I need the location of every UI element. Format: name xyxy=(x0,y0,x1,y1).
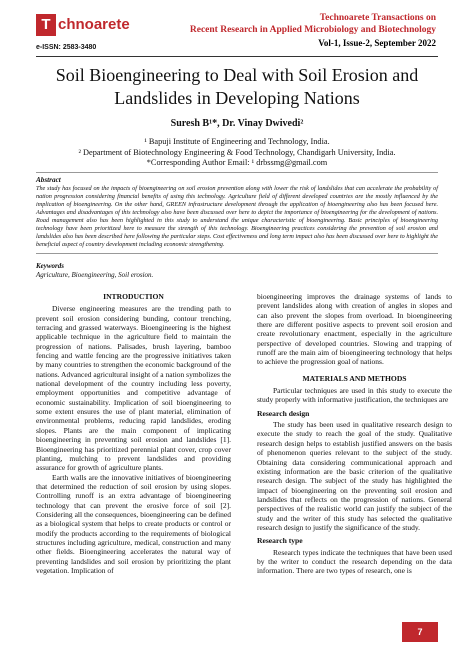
research-design-text: The study has been used in qualitative research design to execute the study to reach the goal of the study. Qualitative research design helps to establish justified answers on the basis of phenomenon queries relevant to the subject of the study. Obtaining data considering communicational approach and existing information are the basic criterion of the qualitative research design. The subject of the study has highlighted the impact of bioengineering on the preventing soil erosion and landslides that reflects on the progression of nations. General perspectives of the realistic world can justify the subject of the study and the writer of this study has selected the qualitative research design to justify the significance of the study. xyxy=(257,420,452,532)
intro-continued: bioengineering improves the drainage systems of lands to prevent landslides along with creation of angles in slopes and can also prevent the slopes from overload. In bioengineering there are different positive aspects to prevent soil erosion and create revolutionary enactment, especially in the agriculture perspective of developed countries. Slowing and trapping of runoff are the main aim of bioengineering technology that helps to achieve the progression goal of nations. xyxy=(257,292,452,367)
right-column xyxy=(257,292,452,576)
left-column xyxy=(36,292,231,575)
keywords-text: Agriculture, Bioengineering, Soil erosion. xyxy=(36,271,154,279)
volume-info: Vol-1, Issue-2, September 2022 xyxy=(318,38,436,48)
journal-line-2: Recent Research in Applied Microbiology and Biotechnology xyxy=(189,25,436,35)
affiliation-1: ¹ Bapuji Institute of Engineering and Technology, India. xyxy=(144,137,330,146)
affiliation-2: ² Department of Biotechnology Engineering & Food Technology, Chandigarh University, India. xyxy=(78,147,396,157)
research-type-heading: Research type xyxy=(257,536,303,546)
journal-line-1: Technoarete Transactions on xyxy=(319,13,436,23)
intro-paragraph-2: Earth walls are the innovative initiatives of bioengineering that determined the reduction of soil erosion by using slopes. Controlling runoff is an extra advantage of bioengineering technology that can prevent the erosive force of soil [2]. Considering all the consequences, bioengineering can be defined as a biological system that helps to create products or control or modify the products according to the requirements of biological structures including agriculture, medical, construction and many other fields. Bioengineering accelerates the natural way of preventing landslides and soil erosion by prioritizing the plant vegetation. Implication of xyxy=(36,472,231,575)
research-type-text: Research types indicate the techniques that have been used by the writer to conduct the research depending on the data information. There are two types of research, one is xyxy=(257,547,452,576)
authors: Suresh B¹*, Dr. Vinay Dwivedi² xyxy=(170,118,304,129)
keywords-section xyxy=(36,262,153,280)
logo-text: chnoarete xyxy=(58,16,130,33)
intro-paragraph-1: Diverse engineering measures are the trending path to prevent soil erosion considering bunding, contour trenching, terracing and grassed waterways. Bioengineering is the highest applicable technique in the agriculture field to maintain the progression of nations. Palisades, brush layering, bamboo fencing and wattle fencing are the progressive initiatives taken by many countries to strengthen the economic background of the nations. Advanced agricultural insight of a nation symbolizes the national development of the country including less poverty, employment opportunities and competitive advantage of economic sustainability. Implication of soil bioengineering to some extent ensures the use of plant material, elimination of environmental problems, reducing rapid landslides, eroding slopes. Plants are the main component of implicating bioengineering in preventing soil erosion and landslides [1]. Bioengineering has prioritized perennial plant cover, crop cover planting, mulching to prevent landslides and providing assurance for growth of agriculture plants. xyxy=(36,304,231,473)
journal-logo xyxy=(36,14,128,38)
logo-mark: T xyxy=(36,14,56,36)
eissn: e-ISSN: 2583-3480 xyxy=(36,44,97,51)
research-design-heading: Research design xyxy=(257,408,310,418)
title-line-2: Landslides in Developing Nations xyxy=(114,88,360,108)
paper-title xyxy=(36,64,438,110)
methods-intro: Particular techniques are used in this study to execute the study properly with informative justification, the techniques are xyxy=(257,386,452,405)
journal-header xyxy=(190,12,436,49)
corresponding-email: *Corresponding Author Email: ¹ drbssmg@gmail.com xyxy=(146,158,328,167)
abstract-heading: Abstract xyxy=(36,176,61,184)
title-line-1: Soil Bioengineering to Deal with Soil Erosion and xyxy=(55,65,419,85)
introduction-heading: INTRODUCTION xyxy=(103,292,164,301)
keywords-heading: Keywords xyxy=(36,262,64,270)
abstract-text: The study has focused on the impacts of bioengineering on soil erosion prevention along with lower the risk of landslides that can accelerate the probability of nation progression considering financial benefits of using this technology. Agriculture field of different developed countries are the mostly influenced by the implication of bioengineering. On the other hand, GREEN infrastructure development through the application of bioengineering also has been focused here. Advantages and disadvantages of this technology also have been discussed over here to depict the importance of bioengineering for the development of nations. Road management also has been highlighted in this study to understand the unique characteristic of bioengineering. Basic principles of bioengineering technology have been prioritized here to measure the strength of this technology. Bioengineering practices considering the prevention of soil erosion and landslides also has been described here following the particular steps. Cost effectiveness and long term impact also has been discussed over here to highlight the beneficial aspect of country development including economic strengthening. xyxy=(36,185,438,248)
page-number: 7 xyxy=(402,622,438,642)
affiliations xyxy=(36,137,438,169)
abstract xyxy=(36,172,438,254)
methods-heading: MATERIALS AND METHODS xyxy=(302,373,407,383)
header-rule xyxy=(36,56,438,57)
